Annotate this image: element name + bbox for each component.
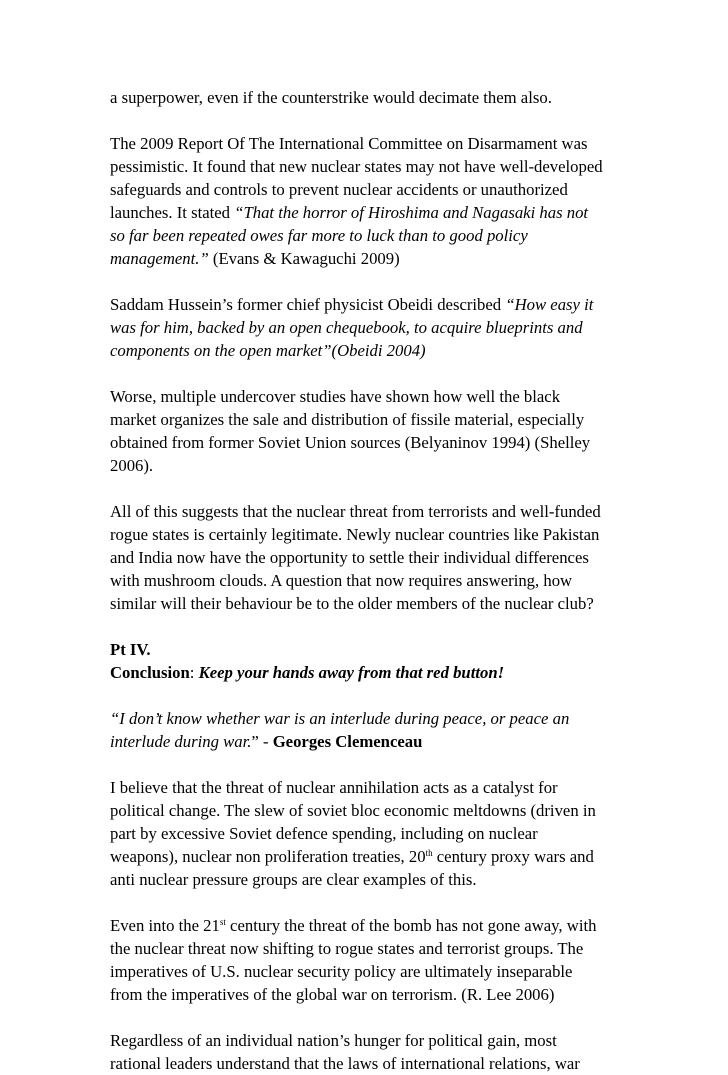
paragraph-nuclear-threat (110, 500, 628, 615)
paragraph-disarmament-report (110, 132, 628, 270)
text-line: safeguards and controls to prevent nuclear accidents or unauthorized (110, 180, 568, 199)
text-segment: century proxy wars and (432, 847, 594, 866)
text-line: All of this suggests that the nuclear threat from terrorists and well-funded (110, 502, 601, 521)
paragraph-21st-century (110, 914, 628, 1006)
conclusion-title: Keep your hands away from that red button! (198, 663, 505, 682)
ordinal-suffix: st (219, 917, 226, 927)
conclusion-label: Conclusion (110, 663, 190, 682)
quoted-text: “How easy it (505, 295, 594, 314)
paragraph-obeidi (110, 293, 628, 362)
quoted-text: management.” (110, 249, 209, 268)
text-line: part by excessive Soviet defence spending, including on nuclear (110, 824, 538, 843)
conclusion-colon: : (189, 663, 199, 682)
text-line: The 2009 Report Of The International Committee on Disarmament was (110, 134, 588, 153)
text-line: the nuclear threat now shifting to rogue states and terrorist groups. The (110, 939, 584, 958)
text-line: from the imperatives of the global war on terrorism. (R. Lee 2006) (110, 985, 555, 1004)
ordinal-suffix: th (425, 848, 433, 858)
paragraph-black-market (110, 385, 628, 477)
quote-author: Georges Clemenceau (272, 732, 423, 751)
text-line: rational leaders understand that the laws of international relations, war (110, 1054, 580, 1073)
text-segment: Saddam Hussein’s former chief physicist Obeidi described (110, 295, 506, 314)
section-heading (110, 638, 628, 684)
text-line: political change. The slew of soviet bloc economic meltdowns (driven in (110, 801, 596, 820)
text-segment: century the threat of the bomb has not gone away, with (225, 916, 597, 935)
text-line: market organizes the sale and distribution of fissile material, especially (110, 410, 585, 429)
paragraph-catalyst (110, 776, 628, 891)
text-line: anti nuclear pressure groups are clear examples of this. (110, 870, 477, 889)
text-line: 2006). (110, 456, 154, 475)
quoted-text: “That the horror of Hiroshima and Nagasaki has not (234, 203, 589, 222)
paragraph-1 (110, 86, 628, 109)
text-line: obtained from former Soviet Union sources (Belyaninov 1994) (Shelley (110, 433, 591, 452)
text-segment: launches. It stated (110, 203, 235, 222)
quoted-text: components on the open market”(Obeidi 2004) (110, 341, 426, 360)
quoted-text: “I don’t know whether war is an interlude during peace, or peace an (110, 709, 570, 728)
text-line: pessimistic. It found that new nuclear states may not have well-developed (110, 157, 603, 176)
text-line: a superpower, even if the counterstrike would decimate them also. (110, 88, 552, 107)
text-segment: Even into the 21 (110, 916, 220, 935)
text-segment: weapons), nuclear non proliferation treaties, 20 (110, 847, 426, 866)
quote-separator: ” - (251, 732, 273, 751)
paragraph-rational-leaders (110, 1029, 628, 1075)
quoted-text: interlude during war. (110, 732, 252, 751)
text-line: and India now have the opportunity to settle their individual differences (110, 548, 589, 567)
text-line: Worse, multiple undercover studies have shown how well the black (110, 387, 561, 406)
text-line: rogue states is certainly legitimate. Newly nuclear countries like Pakistan (110, 525, 600, 544)
quoted-text: so far been repeated owes far more to luck than to good policy (110, 226, 528, 245)
text-line: imperatives of U.S. nuclear security policy are ultimately inseparable (110, 962, 573, 981)
text-line: I believe that the threat of nuclear annihilation acts as a catalyst for (110, 778, 558, 797)
section-number: Pt IV. (110, 640, 151, 659)
text-line: Regardless of an individual nation’s hunger for political gain, most (110, 1031, 557, 1050)
quoted-text: was for him, backed by an open chequebook, to acquire blueprints and (110, 318, 583, 337)
citation: (Evans & Kawaguchi 2009) (208, 249, 400, 268)
text-line: with mushroom clouds. A question that now requires answering, how (110, 571, 573, 590)
text-line: similar will their behaviour be to the older members of the nuclear club? (110, 594, 594, 613)
epigraph-quote (110, 707, 628, 753)
